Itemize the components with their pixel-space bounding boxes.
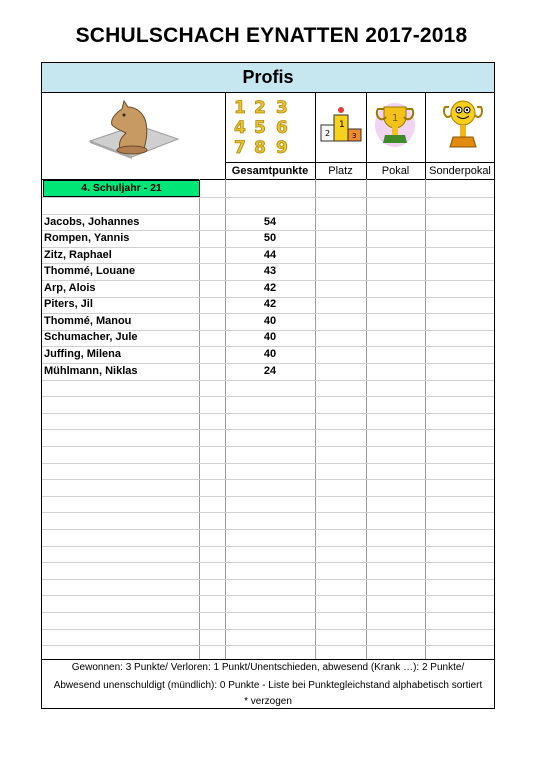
svg-text:3: 3 bbox=[276, 98, 288, 118]
grid-line bbox=[42, 612, 494, 613]
table-row bbox=[42, 296, 494, 312]
footer-divider bbox=[42, 659, 494, 660]
svg-text:2: 2 bbox=[254, 98, 266, 118]
svg-text:1: 1 bbox=[234, 98, 246, 118]
player-points: 40 bbox=[263, 348, 277, 360]
svg-text:1: 1 bbox=[339, 120, 345, 130]
column-divider bbox=[425, 93, 426, 179]
player-points: 40 bbox=[263, 315, 277, 327]
grid-line bbox=[42, 546, 494, 547]
footer-rules-line2: Abwesend unenschuldigt (mündlich): 0 Punkte - Liste bei Punktegleichstand alphabetisch sortiert bbox=[53, 680, 483, 691]
grid-line bbox=[42, 429, 494, 430]
player-points: 40 bbox=[263, 331, 277, 343]
grid-line bbox=[42, 562, 494, 563]
grid-line bbox=[42, 197, 494, 198]
grid-line bbox=[42, 579, 494, 580]
grid-line bbox=[42, 446, 494, 447]
player-name: Mühlmann, Niklas bbox=[44, 365, 138, 377]
svg-text:6: 6 bbox=[276, 118, 288, 138]
player-points: 24 bbox=[263, 365, 277, 377]
section-banner: Profis bbox=[42, 63, 494, 93]
table-row bbox=[42, 280, 494, 296]
grid-line bbox=[42, 629, 494, 630]
player-name: Juffing, Milena bbox=[44, 348, 121, 360]
column-divider bbox=[366, 93, 367, 179]
page-title: SCHULSCHACH EYNATTEN 2017-2018 bbox=[75, 24, 468, 47]
player-name: Jacobs, Johannes bbox=[44, 216, 140, 228]
player-points: 42 bbox=[263, 298, 277, 310]
table-row bbox=[42, 363, 494, 379]
svg-text:9: 9 bbox=[276, 138, 288, 158]
player-name: Arp, Alois bbox=[44, 282, 96, 294]
footer-rules-line1: Gewonnen: 3 Punkte/ Verloren: 1 Punkt/Unentschieden, abwesend (Krank …): 2 Punkte/ bbox=[71, 662, 465, 673]
header-divider bbox=[225, 162, 495, 163]
column-header-points: Gesamtpunkte bbox=[231, 165, 309, 177]
column-header-cup: Pokal bbox=[381, 165, 410, 177]
svg-text:2: 2 bbox=[325, 129, 331, 138]
column-divider bbox=[225, 93, 226, 179]
player-name: Schumacher, Jule bbox=[44, 331, 138, 343]
numbers-icon bbox=[230, 95, 308, 159]
svg-text:1: 1 bbox=[392, 113, 399, 124]
player-points: 42 bbox=[263, 282, 277, 294]
chess-knight-icon bbox=[82, 95, 182, 161]
player-points: 50 bbox=[263, 232, 277, 244]
svg-text:5: 5 bbox=[254, 118, 266, 138]
grid-line bbox=[42, 479, 494, 480]
grid-line bbox=[42, 529, 494, 530]
svg-text:3: 3 bbox=[352, 132, 357, 140]
player-points: 44 bbox=[263, 249, 277, 261]
player-name: Zitz, Raphael bbox=[44, 249, 112, 261]
trophy-icon bbox=[370, 97, 420, 157]
svg-text:7: 7 bbox=[234, 138, 246, 158]
table-row bbox=[42, 247, 494, 263]
grid-line bbox=[42, 380, 494, 381]
column-header-place: Platz bbox=[328, 165, 353, 177]
player-name: Piters, Jil bbox=[44, 298, 93, 310]
grid-line bbox=[42, 413, 494, 414]
svg-text:4: 4 bbox=[234, 118, 246, 138]
grid-line bbox=[42, 396, 494, 397]
grid-line bbox=[42, 645, 494, 646]
footer-note: * verzogen bbox=[244, 696, 292, 707]
grid-line bbox=[42, 496, 494, 497]
smiley-trophy-icon bbox=[443, 97, 483, 157]
podium-icon bbox=[319, 105, 363, 145]
player-name: Thommé, Manou bbox=[44, 315, 132, 327]
column-divider bbox=[315, 93, 316, 179]
grid-line bbox=[42, 595, 494, 596]
ranking-sheet bbox=[41, 62, 495, 709]
table-row bbox=[42, 329, 494, 345]
table-row bbox=[42, 346, 494, 362]
category-label: 4. Schuljahr - 21 bbox=[43, 180, 200, 197]
player-points: 43 bbox=[263, 265, 277, 277]
column-header-special-cup: Sonderpokal bbox=[429, 165, 491, 177]
table-row bbox=[42, 214, 494, 230]
table-row bbox=[42, 313, 494, 329]
table-row bbox=[42, 230, 494, 246]
grid-line bbox=[42, 463, 494, 464]
grid-line bbox=[42, 512, 494, 513]
player-name: Thommé, Louane bbox=[44, 265, 136, 277]
player-points: 54 bbox=[263, 216, 277, 228]
table-row bbox=[42, 263, 494, 279]
svg-text:8: 8 bbox=[254, 138, 266, 158]
player-name: Rompen, Yannis bbox=[44, 232, 130, 244]
